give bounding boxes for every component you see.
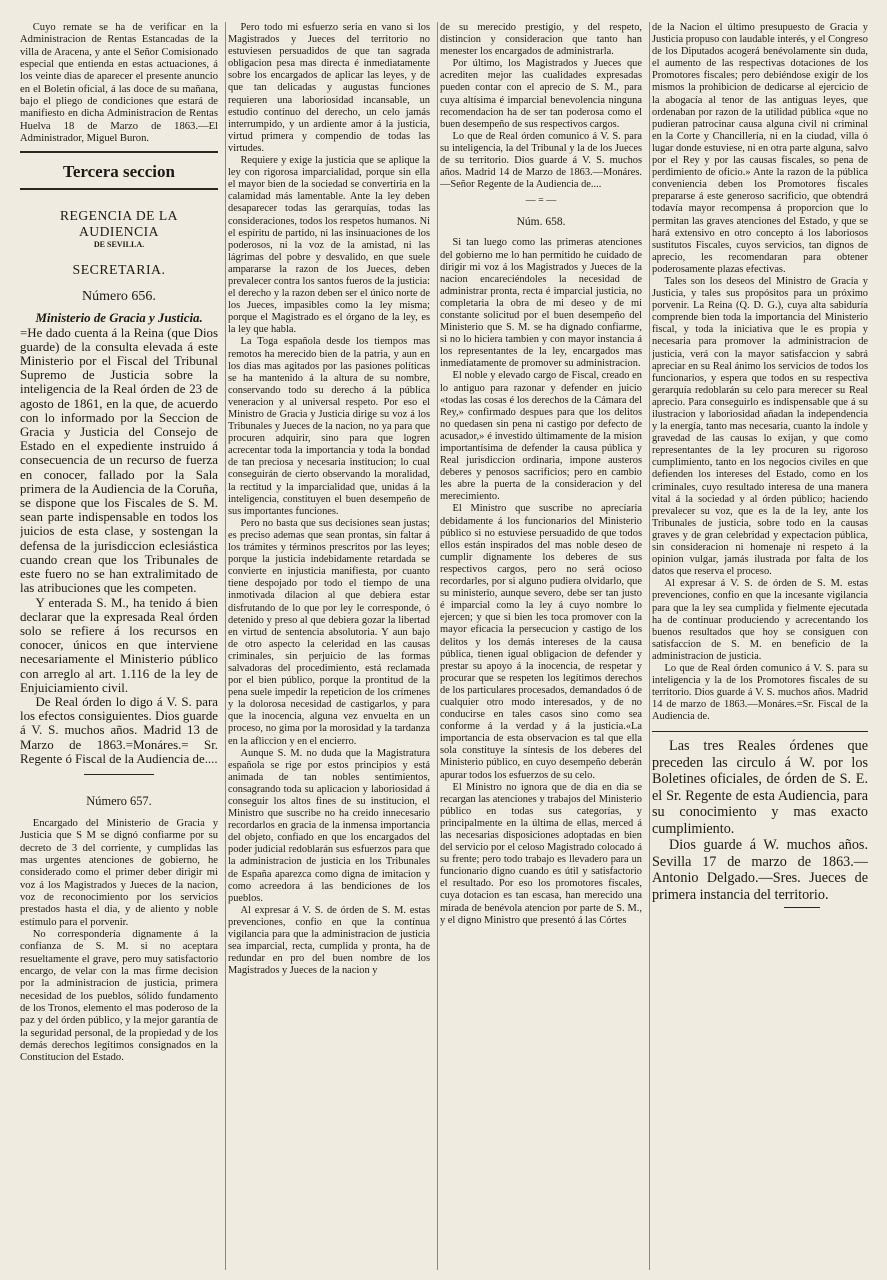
end-rule <box>784 907 820 908</box>
decree-paragraph: No correspondería dignamente á la confianza de S. M. si no aceptara resueltamente el grave, pero muy satisfactorio encargo, de velar con la mas firme decision por la administracion de justicia, primera necesidad de los pueblos, sólido fundamento de los Tronos, elemento el mas poderoso de la paz y del órden público, y la mejor garantía de la seguridad personal, de la propiedad y de los demás derechos legítimos consignados en la Constitucion del Estado. <box>20 929 218 1064</box>
decree-paragraph: Pero no basta que sus decisiones sean justas; es preciso ademas que sean prontas, sin faltar á los trámites y términos prescritos por las leyes; porque la justicia indebidamente retardada se convierte en injusticia manifiesta, por cuanto tiene despojado por todo el tiempo de una inmotivada dilacion al que debiera estar disfrutando de lo que por ley le corresponde, ó detenido y preso al que debiera gozar la libertad en virtud de sentencia absolutoria. Y aun bajo de otro aspecto la celeridad en las causas criminales, sin perjuicio de las formas salvadoras del procedimiento, está reclamada por el bien público, porque la prontitud de la pena suele impedir la repeticion de los crímenes y la dolorosa necesidad de castigarlos, y para que la inocencia, alguna vez envuelta en un proceso, no gima por la morosidad y la tardanza en la afliccion y en el encierro. <box>228 517 430 747</box>
closing-paragraph: Dios guarde á W. muchos años. Sevilla 17 de marzo de 1863.—Antonio Delgado.—Sres. Jueces de primera instancia del territorio. <box>652 837 868 903</box>
decree-paragraph: de la Nacion el último presupuesto de Gracia y Justicia propuso con laudable interés, y el Congreso de los Diputados acogerá benévolamente sin duda, el aumento de las respectivas dotaciones de los Promotores fiscales; pero debiéndose exigir de los mismos la prohibicion de dedicarse al ejercicio de la abogacía al tenor de las antiguas leyes, que ordenaban por razon de la utilidad pública «que no pudieran patrocinar causa alguna civil ni criminal en la Corte y Chancillería, ni en la ciudad, villa ó lugar donde estuviese, ni en otra parte alguna, salvo por el Rey y por las causas fiscales, so pena de perdimiento de oficio.» Ante la razon de la pública conveniencia deben los Promotores fiscales prepararse á este generoso sacrificio, que obtendrá todavía mayor recompensa á proporcion que lo permitan las graves atenciones del Estado, y que se hará extensivo en otro concepto á los laboriosos sustitutos Fiscales, cuyos servicios, tan dignos de aprecio, les recomendaran para obtener poderosamente plazas efectivas. <box>652 22 868 275</box>
decree-paragraph: Lo que de Real órden comunico á V. S. para su inteligencia y la de los Promotores fiscales de su territorio. Dios guarde á V. S. muchos años. Madrid 14 de marzo de 1863.—Monáres.=Sr. Fiscal de la Audiencia de. <box>652 662 868 723</box>
decree-paragraph: De Real órden lo digo á V. S. para los efectos consiguientes. Dios guarde á V. S. muchos años. Madrid 13 de Marzo de 1863.=Monáres.= Sr. Regente ó Fiscal de la Audiencia de.... <box>20 694 218 766</box>
column-3 <box>440 22 648 1280</box>
separator <box>84 774 154 775</box>
separator <box>652 731 868 732</box>
column-divider <box>437 22 438 1270</box>
section-title: Tercera seccion <box>63 162 175 182</box>
decree-paragraph: Aunque S. M. no duda que la Magistratura española se rige por estos principios y está animada de tan nobles sentimientos, consagrando toda su aplicacion y laboriosidad á conseguir los altos fines de su institucion, el Ministro que suscribe no ha creido innecesario recordarlos en gracia de la inmensa importancia del objeto, confiado en que los encargados del poder judicial redoblarán sus esfuerzos para que la administracion de justicia en los Tribunales de España aparezca como digna de imitacion y como acreedora á las bendiciones de los pueblos. <box>228 747 430 904</box>
separator: — = — <box>525 195 557 207</box>
decree-paragraph: =He dado cuenta á la Reina (que Dios guarde) de la consulta elevada á este Ministerio por el Fiscal del Tribunal Supremo de Justicia sobre la inteligencia de la Real órden de 23 de agosto de 1861, en la que, de acuerdo con lo informado por la Seccion de Gracia y Justicia del Consejo de Estado en el expediente instruido á consecuencia de un recurso de fuerza en conocer, fallado por la Sala primera de la Audiencia de la Coruña, se dispone que los Fiscales de S. M. sean parte indispensable en todos los juicios de esta clase, y sostengan la defensa de la jurisdiccion eclesiástica cuando crean que los Tribunales de este fuero no se han extralimitado de las atribuciones que les competen. <box>20 325 218 596</box>
decree-paragraph: Al expresar á V. S. de órden de S. M. estas prevenciones, confio en que la contínua vigilancia para que la administracion de justicia sea imparcial, recta, cumplida y pronta, ha de redundar en pro del buen nombre de los Magistrados y Jueces de la nacion y <box>228 904 430 977</box>
decree-paragraph: Pero todo mi esfuerzo seria en vano si los Magistrados y Jueces del territorio no estuviesen persuadidos de que tan sagrada obligacion pesa mas directa é inmediatamente sobre los encargados de aplicar las leyes, y de que tan delicadas y augustas funciones requieren una laboriosidad incansable, un estudio contínuo del derecho, un celo jamás interrumpido, y un ardiente amor á la justicia, virtud primera y compendio de todas las virtudes. <box>228 22 430 154</box>
section-rule <box>20 188 218 190</box>
ministry-heading: Ministerio de Gracia y Justicia. <box>35 311 203 326</box>
column-divider <box>649 22 650 1270</box>
court-city: DE SEVILLA. <box>93 240 145 250</box>
column-4 <box>652 22 874 1280</box>
decree-paragraph: Y enterada S. M., ha tenido á bien declarar que la expresada Real órden solo se refiere á los recursos en conocer, únicos en que interviene necesariamente el Ministerio público con arreglo al art. 1.116 de la ley de Enjuiciamiento civil. <box>20 595 218 695</box>
decree-paragraph: La Toga española desde los tiempos mas remotos ha merecido bien de la patria, y aun en los dias mas agitados por las pasiones políticas se ha mantenido á la altura de su nombre, conservando todo su derecho á la pública veneracion y al universal respeto. Por eso el Ministro de Gracia y Justicia dirige su voz á los Tribunales y Jueces de la nacion, no ya para que procuren adquirir, sino para que logren acrecentar toda la importancia y toda la bondad de tan preciosa y necesaria institucion; lo cual conseguirán de cierto observando la moralidad, la rectitud y la imparcialidad que, unidas á la inteligencia, constituyen el buen desempeño de sus importantes funciones. <box>228 336 430 517</box>
column-2 <box>228 22 436 1280</box>
decree-paragraph: Si tan luego como las primeras atenciones del gobierno me lo han permitido he cuidado de dirigir mi voz á los Magistrados y Jueces de la nacion encareciéndoles la necesidad de administrar pronta, recta é imparcial justicia, no completaria la obra de mi deseo y de mi constante solicitud por el buen desempeño del Ministerio que S. M. se ha dignado confiarme, si no lo hiciera tambien y con mayor instancia á los representantes de la ley, encargados mas inmediatamente de promover su administracion. <box>440 237 642 370</box>
decree-number: Número 657. <box>86 793 152 808</box>
decree-paragraph: Al expresar á V. S. de órden de S. M. estas prevenciones, confio en que la incesante vigilancia para que la ley sea cumplida y fielmente ejecutada ha de continuar produciendo y acrecentando los buenos resultados que hoy se consiguen con satisfaccion de S. M. en beneficio de la administracion de justicia. <box>652 578 868 662</box>
column-1 <box>20 22 224 1280</box>
column-divider <box>225 22 226 1270</box>
decree-paragraph: Lo que de Real órden comunico á V. S. para su inteligencia, la del Tribunal y la de los Jueces de su territorio. Dios guarde á V. S. muchos años. Madrid 14 de Marzo de 1863.—Monáres.—Señor Regente de la Audiencia de.... <box>440 130 642 191</box>
closing-paragraph: Las tres Reales órdenes que preceden las circulo á W. por los Boletines oficiales, de órden de S. E. el Sr. Regente de esta Audiencia, para su conocimiento y mas exacto cumplimiento. <box>652 738 868 837</box>
auction-notice: Cuyo remate se ha de verificar en la Administracion de Rentas Estancadas de la villa de Aracena, y ante el Señor Comisionado especial que entienda en estas actuaciones, á los veinte dias de aparecer el presente anuncio en el Boletin oficial, á las doce de su mañana, bajo el pliego de condiciones que estará de manifiesto en dicha Administracion de Rentas Huelva 18 de Marzo de 1863.—El Administrador, Miguel Buron. <box>20 22 218 145</box>
decree-paragraph: Por último, los Magistrados y Jueces que acrediten mejor las cualidades expresadas pueden contar con el aprecio de S. M., para cuya altísima é imparcial benevolencia ninguna recomendacion ha de ser tan poderosa como el buen desempeño de sus respectivos cargos. <box>440 58 642 130</box>
court-name: REGENCIA DE LA AUDIENCIA <box>59 208 178 240</box>
office-heading: SECRETARIA. <box>72 262 166 278</box>
section-rule <box>20 151 218 153</box>
decree-paragraph: El Ministro que suscribe no aprecíaria debidamente á los funcionarios del Ministerio público si no estuviese persuadido de que todos ellos están inspirados del mas noble deseo de cumplir dignamente los deberes de sus respectivos cargos, pero no será ocioso recordarles, por si alguno pudiera olvidarlo, que su ministerio, aunque severo, debe ser tan justo é imparcial como la ley á cuyo nombre lo ejercen; y que si bien les toca promover con la mayor eficacia la persecucion y castigo de los delitos y los demás intereses de la causa pública, tienen igual obligacion de defender y prestar su apoyo á la inocencia, de respetar y procurar que se respeten los legítimos derechos de los particulares procesados, demandados ó de cualquier otro modo interesados, y de no conducirse en tales casos sino como sea conforme á la verdad y á la justicia.«La importancia de esta observacion es tal que ella sola constituye la síntesis de los deberes del Ministerio público, en cuyo desempeño deberán apurar todos los esfuerzos de su celo. <box>440 503 642 781</box>
decree-number: Núm. 658. <box>516 216 566 229</box>
decree-paragraph: Encargado del Ministerio de Gracia y Justicia que S M se dignó confiarme por su decreto de 3 del corriente, y cumplidas las mas urgentes atenciones de gobierno, he considerado como el primer deber dirigir mi voz á los Magistrados y Jueces de la nacion, voz de reconocimiento por los servicios prestados hasta el dia, y de aliento y noble estímulo para el porvenir. <box>20 817 218 928</box>
decree-number: Número 656. <box>82 289 156 305</box>
decree-paragraph: El noble y elevado cargo de Fiscal, creado en lo antiguo para razonar y defender en juicio «todas las cosas é los derechos de la Cámara del Rey,» confirmado despues para que los delitos no quedasen sin pena ni castigo por defecto de acusador,» é investido últimamente de la mision importantísima de defender la causa pública y Real jurisdiccion ordinaria, impone austeros deberes y penosos sacrificios; pero en cambio les abre la puerta de la consideracion y del merecimiento. <box>440 370 642 503</box>
decree-paragraph: de su merecido prestigio, y del respeto, distincion y consideracion que tanto han menester los encargados de administrarla. <box>440 22 642 58</box>
decree-paragraph: El Ministro no ignora que de dia en dia se recargan las atenciones y trabajos del Ministerio público en todas sus categorías, y principalmente en la última de ellas, merced á las necesarias disposiciones adoptadas en bien del servicio por el celoso Magistrado colocado á su frente; pero todo trabajo es llevadero para un funcionario digno cuando es útil y satisfactorio el resultado. Por eso los promotores fiscales, cuya dotacion es tan escasa, han merecido una mirada de benévola atencion por parte de S. M., y el digno Ministro que presentó á las Córtes <box>440 781 642 926</box>
decree-paragraph: Requiere y exige la justicia que se aplique la ley con rigorosa imparcialidad, porque sin ella el mayor bien de la sociedad se convertiria en la calamidad más lamentable. Ante la ley deben desaparecer todas las gerarquías, todas las consideraciones, todos los respetos humanos. Ni el espíritu de partido, ni las insinuaciones de los poderosos, ni la voz de la amistad, ni las lágrimas del pobre y desvalido, en que suele ampararse la razon de los Jueces, deben prevalecer contra los santos fueros de la justicia: el derecho y la razon deben ser el único norte de los Jueces, impasibles como la ley misma; porque el Magistrado es el órgano de la ley, es la ley que habla. <box>228 155 430 336</box>
decree-paragraph: Tales son los deseos del Ministro de Gracia y Justicia, y tales sus propósitos para un próximo porvenir. La Reina (Q. D. G.), cuya alta sabiduría comprende bien toda la importancia del Ministerio fiscal, y toda la iniciativa que le es propia y necesaria para promover la administracion de justicia, verá con la mayor satisfaccion y sabrá apreciar en su Real ánimo los servicios de todos los funcionarios, y espera que todos en su respectiva gerarquía redoblarán su celo para merecer su Real aprecio. Para conseguirlo es indispensable que á su ilustracion y laboriosidad añadan la independencia y la energía, tanto mas necesaria, cuanto la índole y gravedad de las causas lo exijan, y que como representantes de la ley procuren su rigoroso cumplimiento, tanto en los negocios civiles en que defienden los intereses del Estado, como en los criminales, cuyo resultado interesa de una manera vital á la sociedad y al órden público; haciendo prevalecer su voz, que es la de la ley, ante los Tribunales de justicia, sobre todo en la causas graves y de gran celebridad y expectacion pública, sin consideracion ni homenaje ni respeto á la opinion vulgar, jamás ilustrada por falta de los datos que reserva el proceso. <box>652 275 868 578</box>
